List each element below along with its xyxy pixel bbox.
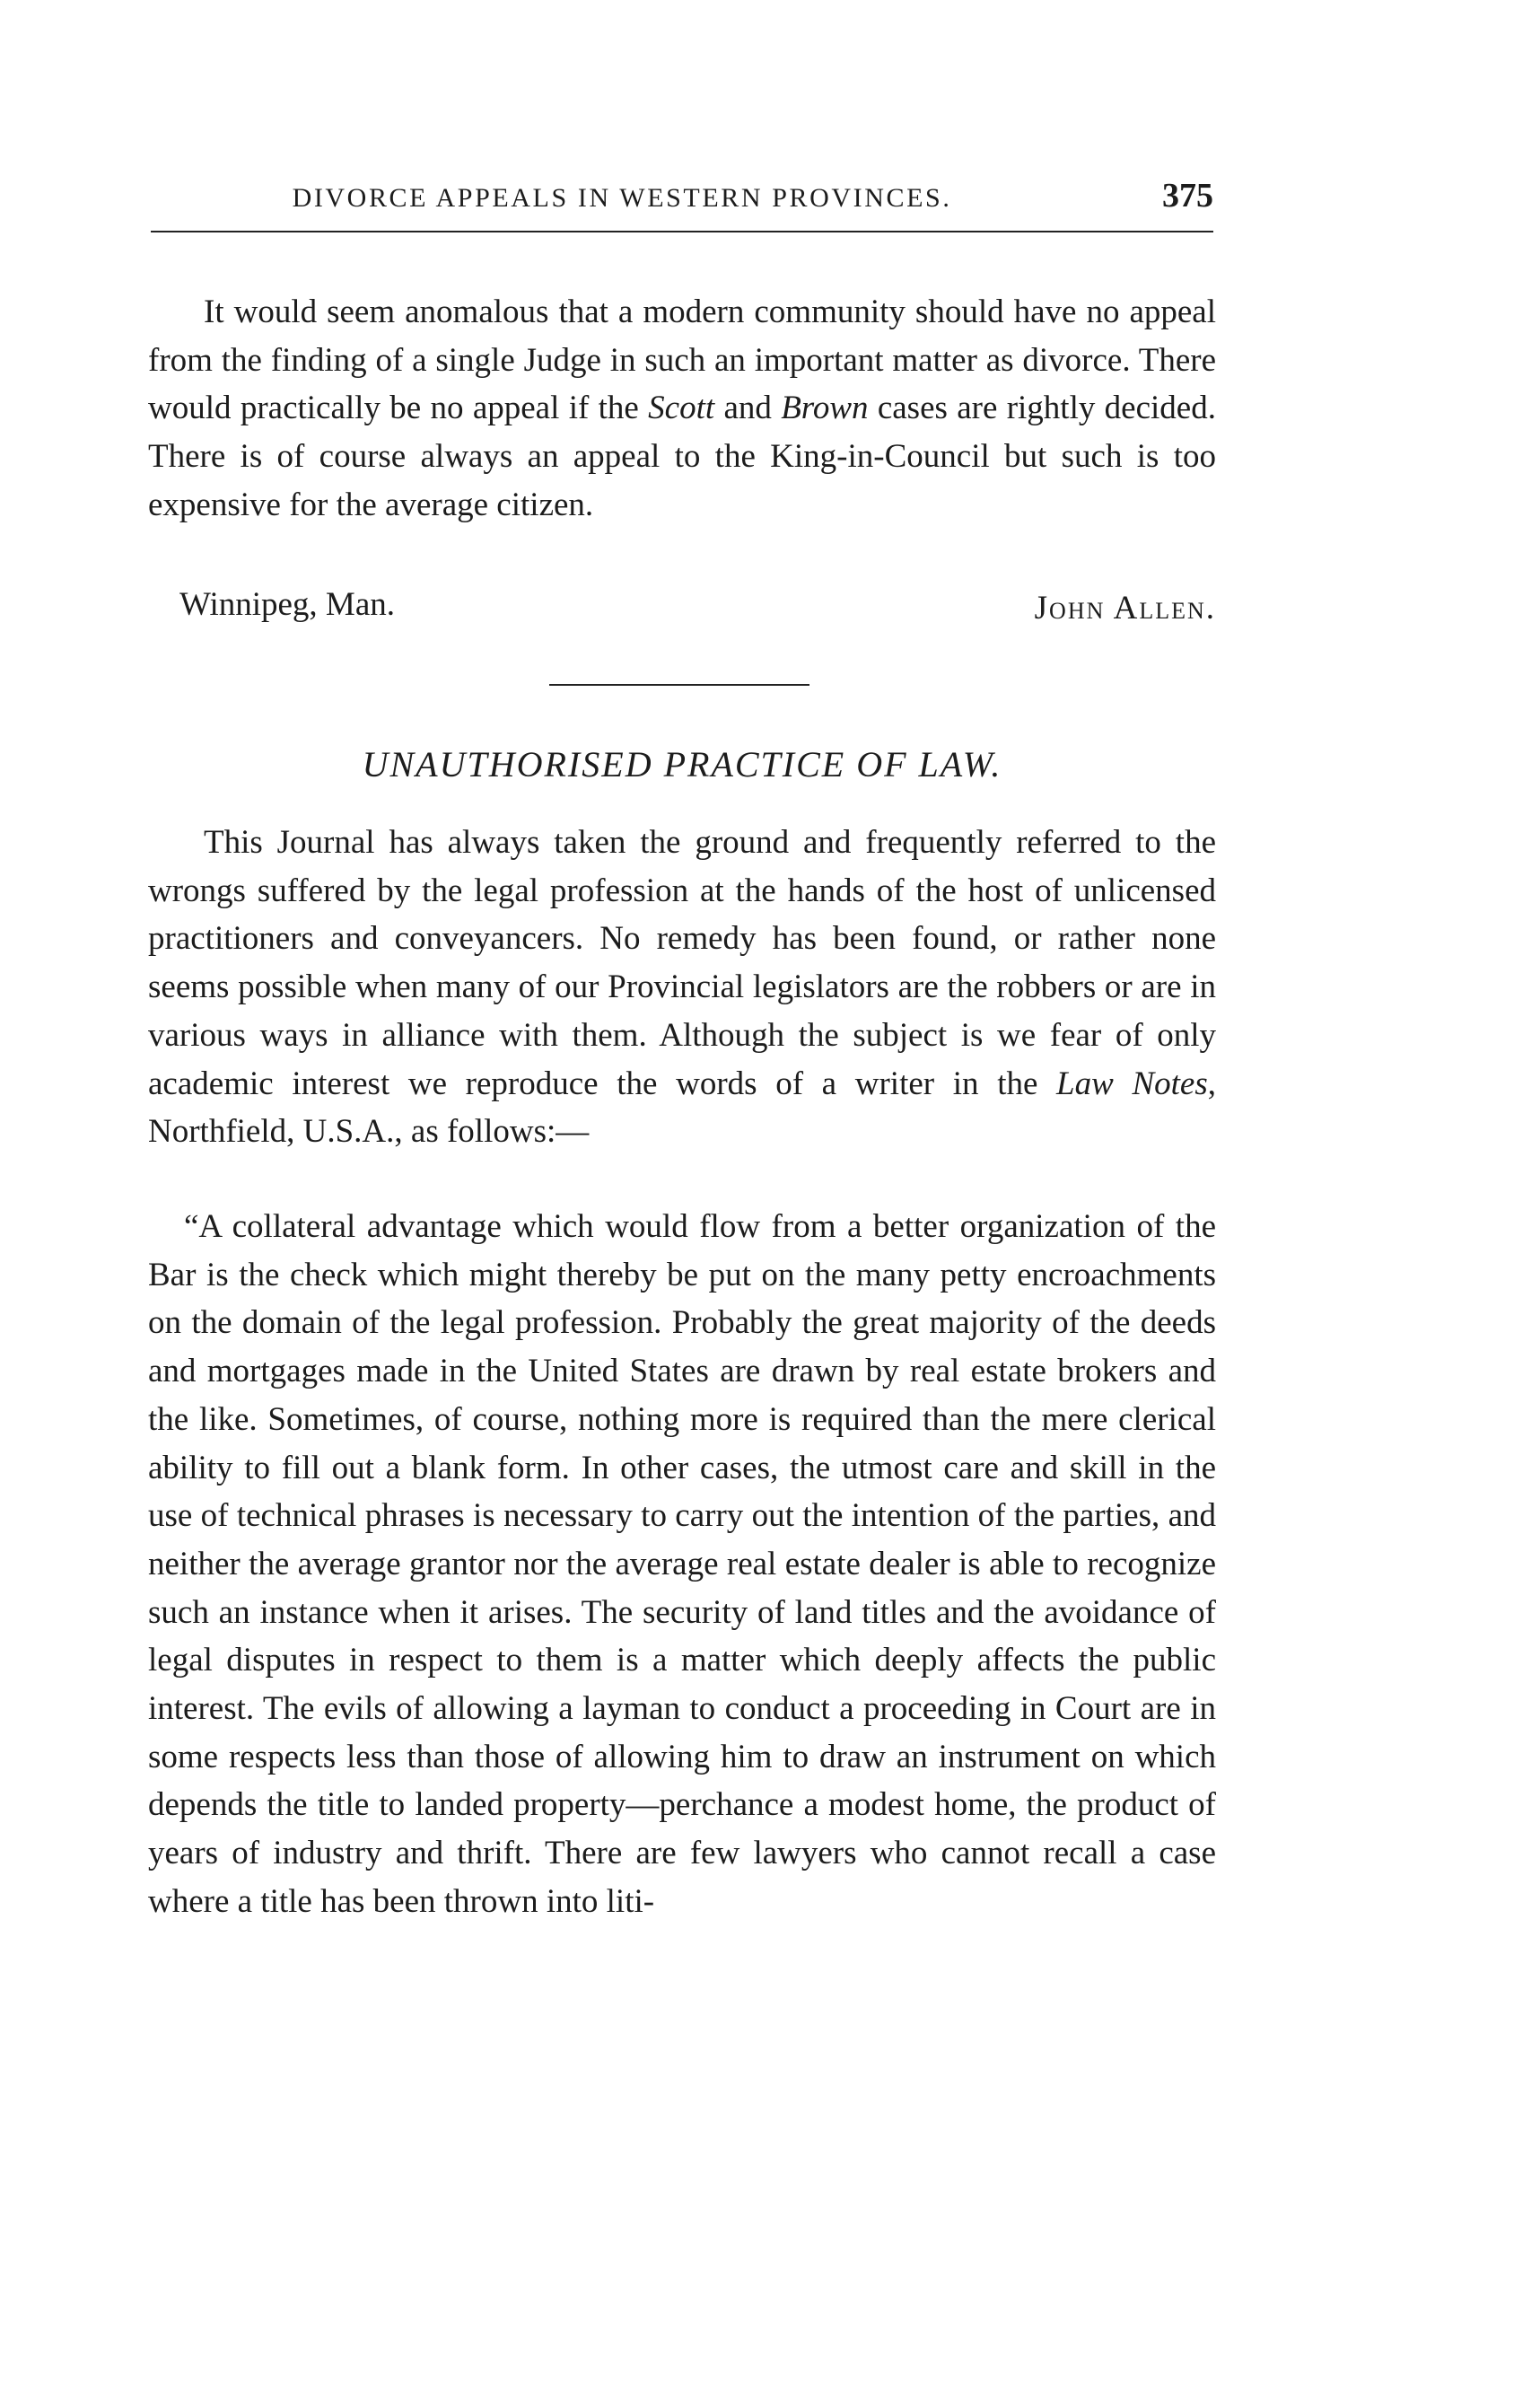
letter-text-and: and: [714, 390, 782, 427]
intro-text: This Journal has always taken the ground and frequently referred to the wrongs suffered by the legal profession at the hands of the host of unlicensed practitioners and conveyancers. No remedy has been found, or rather none seems possible when many of our Provincial legislators are the robbers or are in various ways in alliance with them. Although the subject is we fear of only academic interest we reproduce the words of a writer in the: [148, 824, 1216, 1102]
section-divider: [549, 684, 809, 686]
running-title: DIVORCE APPEALS IN WESTERN PROVINCES.: [292, 183, 952, 213]
header-rule: [151, 231, 1213, 232]
running-header: [151, 176, 1213, 230]
quoted-paragraph: “A collateral advantage which would flow from a better organization of the Bar is the check which might thereby be put on the many petty encroachments on the domain of the legal profession. Probably the great majority of the deeds and mortgages made in the United States are drawn by real estate brokers and the like. Sometimes, of course, nothing more is required than the mere clerical ability to fill out a blank form. In other cases, the utmost care and skill in the use of technical phrases is necessary to carry out the intention of the parties, and neither the average grantor nor the average real estate dealer is able to recognize such an instance when it arises. The security of land titles and the avoidance of legal disputes in respect to them is a matter which deeply affects the public interest. The evils of allowing a layman to conduct a proceeding in Court are in some respects less than those of allowing him to draw an instrument on which depends the title to landed property—perchance a modest home, the product of years of industry and thrift. There are few lawyers who cannot recall a case where a title has been thrown into liti-: [148, 1208, 1216, 1920]
letter-paragraph: [148, 288, 1216, 530]
page-number: 375: [1162, 177, 1213, 215]
section-heading: UNAUTHORISED PRACTICE OF LAW.: [362, 744, 1002, 784]
source-title: Law Notes: [1056, 1065, 1208, 1102]
case-name-scott: Scott: [648, 390, 715, 427]
letter-signoff: [179, 574, 1216, 627]
intro-text-end: , Northfield, U.S.A., as follows:—: [148, 1065, 1216, 1151]
letter-text-part2: cases are rightly decided. There is of course always an appeal to the King-in-Council but such is too expensive for the average citizen.: [148, 390, 1216, 523]
letter-text-part1: It would seem anomalous that a modern community should have no appeal from the finding of a single Judge in such an important matter as divorce. There would practically be no appeal if the: [148, 294, 1216, 427]
signoff-author: John Allen.: [1034, 590, 1216, 627]
article-intro-paragraph: [148, 819, 1216, 1156]
signoff-place: Winnipeg, Man.: [179, 586, 395, 623]
case-name-brown: Brown: [781, 390, 869, 427]
